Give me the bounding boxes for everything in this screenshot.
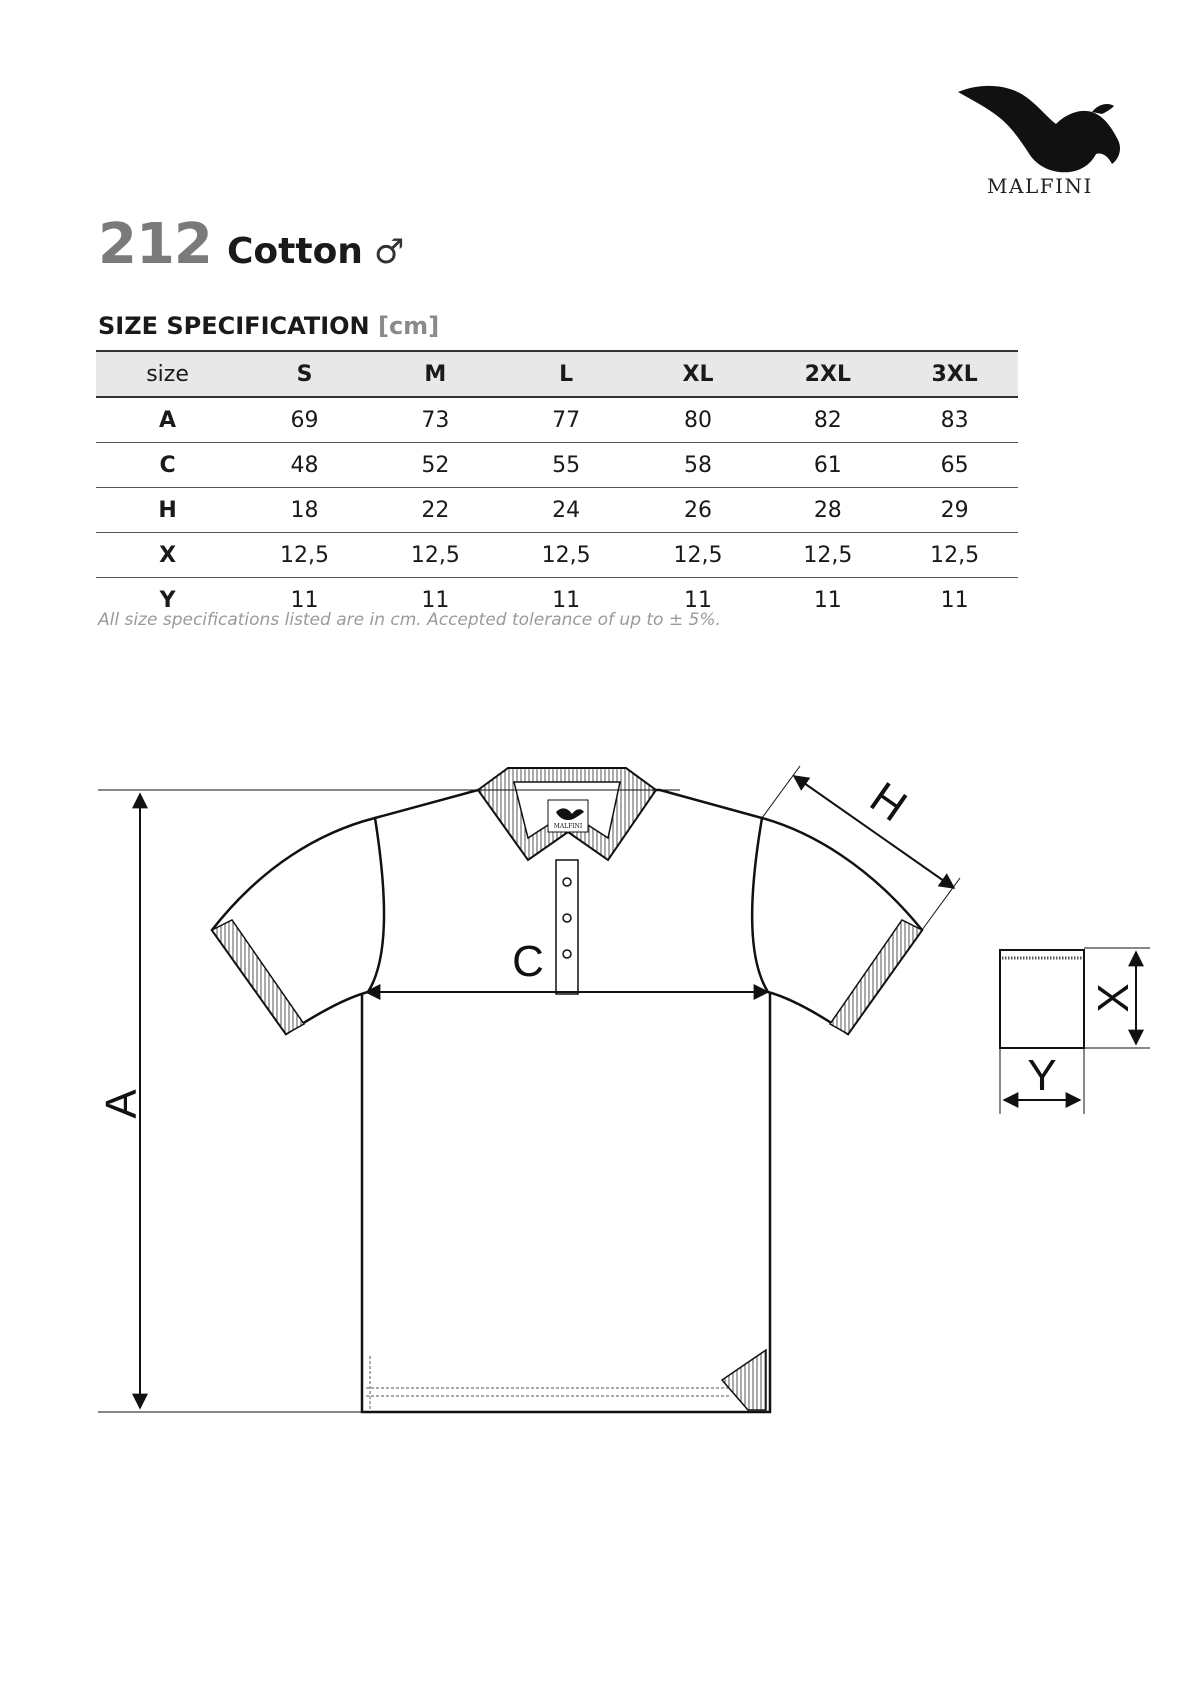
table-cell: 12,5 [803, 542, 853, 568]
button-icon [563, 878, 571, 886]
row-label: A [159, 407, 177, 433]
column-header: S [296, 361, 313, 387]
table-cell: 80 [684, 407, 713, 433]
male-symbol-icon: ♂ [374, 232, 405, 272]
table-cell: 73 [421, 407, 450, 433]
product-name: Cotton [227, 231, 363, 272]
table-cell: 11 [813, 587, 842, 613]
product-number: 212 [98, 212, 212, 277]
brand-name: MALFINI [987, 174, 1093, 198]
tolerance-note: All size specifications listed are in cm. Accepted tolerance of up to ± 5%. [98, 610, 721, 630]
spec-unit: [cm] [377, 312, 440, 340]
table-cell: 29 [940, 497, 969, 523]
button-icon [563, 914, 571, 922]
table-cell: 52 [421, 452, 450, 478]
table-cell: 48 [290, 452, 319, 478]
label-a: A [97, 1089, 146, 1119]
column-header: size [146, 361, 189, 387]
table-cell: 83 [940, 407, 969, 433]
column-header: 3XL [931, 361, 978, 387]
table-cell: 12,5 [410, 542, 460, 568]
row-label: H [158, 497, 177, 523]
table-cell: 65 [940, 452, 969, 478]
table-cell: 77 [552, 407, 581, 433]
label-h: H [861, 772, 916, 832]
button-icon [563, 950, 571, 958]
table-cell: 11 [421, 587, 450, 613]
row-label: C [159, 452, 176, 478]
table-cell: 22 [421, 497, 450, 523]
table-cell: 28 [813, 497, 842, 523]
column-header: L [559, 361, 574, 387]
table-cell: 82 [813, 407, 842, 433]
table-cell: 11 [684, 587, 713, 613]
table-cell: 61 [813, 452, 842, 478]
table-cell: 24 [552, 497, 581, 523]
table-cell: 69 [290, 407, 319, 433]
placket [556, 860, 578, 994]
column-header: XL [682, 361, 714, 387]
row-label: X [159, 542, 177, 568]
collar-tag-text: MALFINI [553, 823, 583, 830]
column-header: 2XL [804, 361, 851, 387]
table-cell: 55 [552, 452, 581, 478]
table-cell: 12,5 [673, 542, 723, 568]
table-cell: 26 [684, 497, 713, 523]
table-cell: 11 [940, 587, 969, 613]
label-x: X [1089, 983, 1138, 1013]
spec-heading-text: SIZE SPECIFICATION [98, 312, 370, 340]
table-cell: 18 [290, 497, 319, 523]
label-detail [1000, 948, 1150, 1114]
table-cell: 12,5 [930, 542, 980, 568]
table-cell: 12,5 [541, 542, 591, 568]
table-cell: 11 [290, 587, 319, 613]
column-header: M [424, 361, 447, 387]
table-cell: 58 [684, 452, 713, 478]
table-cell: 11 [552, 587, 581, 613]
row-label: Y [159, 587, 176, 613]
label-y: Y [1027, 1051, 1057, 1100]
table-cell: 12,5 [280, 542, 329, 568]
label-c: C [512, 937, 544, 986]
